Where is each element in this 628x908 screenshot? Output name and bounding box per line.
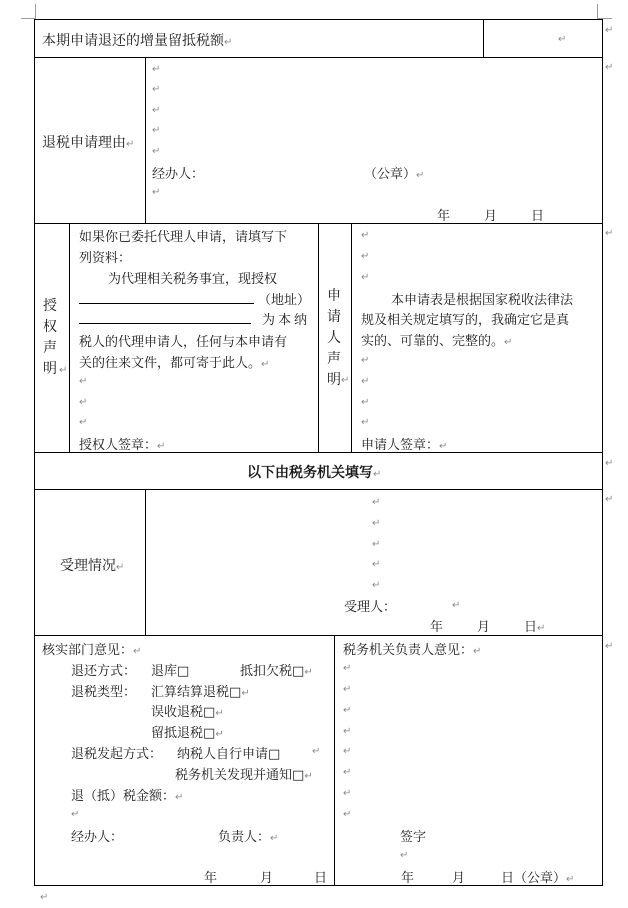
decl-line-2: 规及相关规定填写的，我确定它是真	[361, 313, 570, 328]
paragraph-mark: ↵	[372, 559, 381, 570]
refund-method-label: 退还方式：	[71, 664, 137, 679]
col-divider	[318, 223, 319, 452]
accept-date-day: 日↵	[524, 620, 546, 635]
checkbox-taxpayer-apply[interactable]: 纳税人自行申请□	[177, 747, 281, 762]
paragraph-mark: ↵	[79, 397, 88, 408]
verify-principal-label: 负责人：↵	[218, 830, 279, 845]
auth-address-label: （地址）	[258, 293, 311, 308]
row-end-mark: ↵	[605, 641, 614, 652]
reason-handler-label: 经办人：	[152, 167, 205, 182]
reason-date-day: 日	[531, 209, 545, 224]
row-end-mark: ↵	[605, 458, 614, 469]
col-divider	[483, 19, 484, 57]
verify-date-year: 年	[204, 871, 218, 886]
paragraph-mark: ↵	[152, 84, 161, 95]
crop-mark-top-left	[21, 4, 36, 19]
paragraph-mark: ↵	[372, 580, 381, 591]
head-sign-label: 签字	[400, 830, 427, 845]
paragraph-mark: ↵	[361, 230, 370, 241]
paragraph-mark: ↵	[79, 376, 88, 387]
auth-line-5: 为本纳	[262, 313, 311, 328]
document-end-mark: ↵	[40, 892, 49, 903]
paragraph-mark: ↵	[361, 376, 370, 387]
checkbox-retained-refund[interactable]: 留抵退税□↵	[151, 726, 224, 741]
col-divider	[69, 223, 70, 452]
paragraph-mark: ↵	[152, 146, 161, 157]
verify-title: 核实部门意见：↵	[42, 643, 142, 658]
applicant-signature-label[interactable]: 申请人签章：↵	[361, 438, 448, 453]
paragraph-mark: ↵	[361, 417, 370, 428]
reason-date-year: 年	[437, 209, 451, 224]
col-divider	[334, 635, 335, 885]
refund-amount-label: 本期申请退还的增量留抵税额↵	[42, 33, 233, 49]
paragraph-mark: ↵	[400, 850, 409, 861]
checkbox-offset-arrears[interactable]: 抵扣欠税□↵	[240, 664, 313, 679]
row-divider	[34, 635, 603, 636]
agent-address-blank[interactable]	[79, 323, 251, 324]
row-divider	[34, 489, 603, 490]
paragraph-mark: ↵	[372, 497, 381, 508]
paragraph-mark: ↵	[452, 600, 461, 611]
paragraph-mark: ↵	[343, 726, 352, 737]
paragraph-mark: ↵	[152, 125, 161, 136]
auth-line-1: 如果你已委托代理人申请，请填写下	[79, 230, 288, 245]
head-opinion-title: 税务机关负责人意见：↵	[343, 643, 482, 658]
checkbox-treasury[interactable]: 退库□	[151, 664, 190, 679]
paragraph-mark: ↵	[343, 746, 352, 757]
refund-amount-field[interactable]: ↵	[558, 34, 567, 45]
agent-name-blank[interactable]	[79, 303, 254, 304]
paragraph-mark: ↵	[372, 539, 381, 550]
refund-type-label: 退税类型：	[71, 685, 137, 700]
paragraph-mark: ↵	[71, 809, 80, 820]
auth-line-2: 列资料：	[79, 251, 132, 266]
paragraph-mark: ↵	[361, 355, 370, 366]
declaration-vertical-label: 申请人声明	[327, 288, 341, 388]
decl-line-1: 本申请表是根据国家税收法律法	[391, 293, 574, 308]
head-date-year: 年	[401, 871, 415, 886]
table-border-top	[34, 19, 603, 20]
paragraph-mark: ↵	[361, 251, 370, 262]
auth-line-6: 税人的代理申请人，任何与本申请有	[79, 335, 288, 350]
table-border-right	[602, 19, 603, 885]
auth-line-7: 关的往来文件，都可寄于此人。↵	[79, 356, 270, 371]
initiate-method-label: 退税发起方式：	[71, 747, 163, 762]
paragraph-mark: ↵	[343, 788, 352, 799]
verify-date-day: 日	[314, 871, 328, 886]
checkbox-mistake-refund[interactable]: 误收退税□↵	[151, 705, 224, 720]
col-divider	[145, 489, 146, 635]
head-date-month: 月	[452, 871, 466, 886]
paragraph-mark: ↵	[59, 365, 68, 376]
accept-date-year: 年	[430, 620, 444, 635]
col-divider	[351, 223, 352, 452]
paragraph-mark: ↵	[343, 663, 352, 674]
paragraph-mark: ↵	[312, 746, 321, 757]
accept-date-month: 月	[477, 620, 491, 635]
authorizer-signature-label[interactable]: 授权人签章：↵	[79, 438, 166, 453]
paragraph-mark: ↵	[343, 809, 352, 820]
paragraph-mark: ↵	[152, 187, 161, 198]
paragraph-mark: ↵	[343, 705, 352, 716]
paragraph-mark: ↵	[341, 375, 350, 386]
decl-line-3: 实的、可靠的、完整的。↵	[361, 334, 513, 349]
paragraph-mark: ↵	[79, 417, 88, 428]
checkbox-authority-notice[interactable]: 税务机关发现并通知□↵	[175, 768, 313, 783]
row-end-mark: ↵	[605, 62, 614, 73]
table-border-left	[34, 19, 35, 885]
row-end-mark: ↵	[605, 494, 614, 505]
head-date-day-seal: 日（公章）↵	[501, 871, 575, 886]
authorization-vertical-label: 授权声明	[43, 298, 57, 377]
row-divider	[34, 57, 603, 58]
paragraph-mark: ↵	[343, 684, 352, 695]
checkbox-settlement-refund[interactable]: 汇算结算退税□↵	[151, 685, 250, 700]
auth-line-3: 为代理相关税务事宜，现授权	[108, 272, 278, 287]
acceptance-label: 受理情况↵	[60, 558, 125, 574]
receiver-label: 受理人：	[344, 600, 397, 615]
paragraph-mark: ↵	[361, 272, 370, 283]
refund-amount-line: 退（抵）税金额：↵	[71, 789, 184, 804]
paragraph-mark: ↵	[361, 397, 370, 408]
verify-date-month: 月	[260, 871, 274, 886]
row-end-mark: ↵	[605, 228, 614, 239]
refund-reason-label: 退税申请理由↵	[42, 135, 135, 151]
reason-seal-label: （公章）↵	[364, 167, 425, 182]
paragraph-mark: ↵	[372, 518, 381, 529]
verify-handler-label: 经办人：	[71, 830, 124, 845]
row-end-mark: ↵	[605, 25, 614, 36]
paragraph-mark: ↵	[152, 105, 161, 116]
col-divider	[145, 57, 146, 223]
reason-date-month: 月	[484, 209, 498, 224]
section-header: 以下由税务机关填写↵	[247, 465, 382, 481]
paragraph-mark: ↵	[152, 64, 161, 75]
crop-mark-top-right	[597, 4, 612, 19]
paragraph-mark: ↵	[343, 767, 352, 778]
